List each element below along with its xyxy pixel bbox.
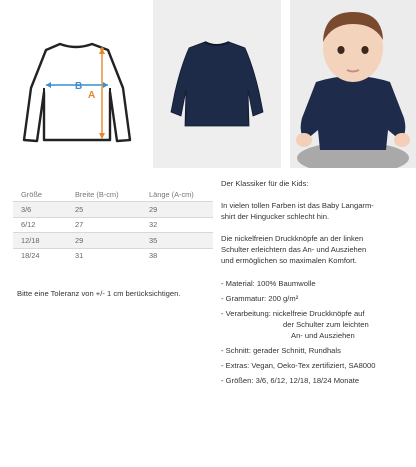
- header-length: Länge (A-cm): [149, 189, 194, 199]
- paragraph-line: Schulter erleichtern das An- und Ausziehen: [221, 245, 367, 255]
- feature-verarbeitung-line-3: An- und Ausziehen: [291, 330, 355, 340]
- feature-grammatur: - Grammatur: 200 g/m²: [221, 293, 299, 303]
- baby-model-photo: [290, 0, 416, 168]
- feature-verarbeitung-line-2: der Schulter zum leichten: [283, 319, 369, 329]
- table-row: [13, 248, 213, 263]
- baby-wearing-shirt-illustration: [290, 0, 416, 168]
- baby-eye-left: [337, 46, 344, 54]
- size-table-header: [13, 187, 213, 202]
- feature-verarbeitung-line-1: - Verarbeitung: nickelfreie Druckknöpfe auf: [221, 308, 365, 318]
- cell-length: 29: [141, 202, 213, 217]
- paragraph-line: In vielen tollen Farben ist das Baby Langarm-: [221, 201, 374, 211]
- product-description: [221, 178, 413, 390]
- cell-size: 12/18: [13, 233, 67, 248]
- paragraph-line: Die nickelfreien Druckknöpfe an der linken: [221, 234, 364, 244]
- baby-hand-left: [296, 133, 312, 147]
- cell-length: 38: [141, 248, 213, 263]
- label-b: B: [75, 81, 83, 92]
- header-size: Größe: [21, 189, 42, 199]
- baby-hand-right: [394, 133, 410, 147]
- table-row: [13, 217, 213, 232]
- description-paragraph-2: [221, 233, 413, 266]
- cell-size: 18/24: [13, 248, 67, 263]
- label-a: A: [88, 90, 96, 101]
- size-table: [13, 187, 213, 263]
- paragraph-line: und ermöglichen so maximalen Komfort.: [221, 256, 357, 266]
- feature-material: - Material: 100% Baumwolle: [221, 278, 316, 288]
- feature-extras: - Extras: Vegan, Oeko-Tex zertifiziert, SA8000: [221, 361, 376, 371]
- paragraph-line: shirt der Hingucker schlecht hin.: [221, 212, 330, 222]
- feature-list: [221, 278, 413, 387]
- description-paragraph-1: [221, 200, 413, 222]
- cell-width: 31: [67, 248, 141, 263]
- feature-schnitt: - Schnitt: gerader Schnitt, Rundhals: [221, 346, 341, 356]
- length-start-dot: [100, 47, 104, 51]
- cell-width: 25: [67, 202, 141, 217]
- table-row: [13, 202, 213, 217]
- feature-verarbeitung: [221, 308, 413, 341]
- size-diagram-image: [16, 0, 136, 168]
- cell-width: 29: [67, 233, 141, 248]
- baby-eye-right: [361, 46, 368, 54]
- header-width: Breite (B-cm): [75, 189, 119, 199]
- feature-groessen: - Größen: 3/6, 6/12, 12/18, 18/24 Monate: [221, 376, 360, 386]
- cell-size: 3/6: [13, 202, 67, 217]
- shirt-outline: [24, 44, 130, 141]
- tolerance-note: Bitte eine Toleranz von +/- 1 cm berücksichtigen.: [17, 289, 181, 298]
- description-title: Der Klassiker für die Kids:: [221, 179, 309, 188]
- table-row: [13, 233, 213, 248]
- cell-length: 32: [141, 217, 213, 232]
- cell-size: 6/12: [13, 217, 67, 232]
- navy-longsleeve-shirt: [153, 0, 281, 168]
- cell-length: 35: [141, 233, 213, 248]
- cell-width: 27: [67, 217, 141, 232]
- product-flat-image: [153, 0, 281, 168]
- shirt-outline-diagram: [16, 0, 136, 168]
- shirt-body: [171, 42, 263, 126]
